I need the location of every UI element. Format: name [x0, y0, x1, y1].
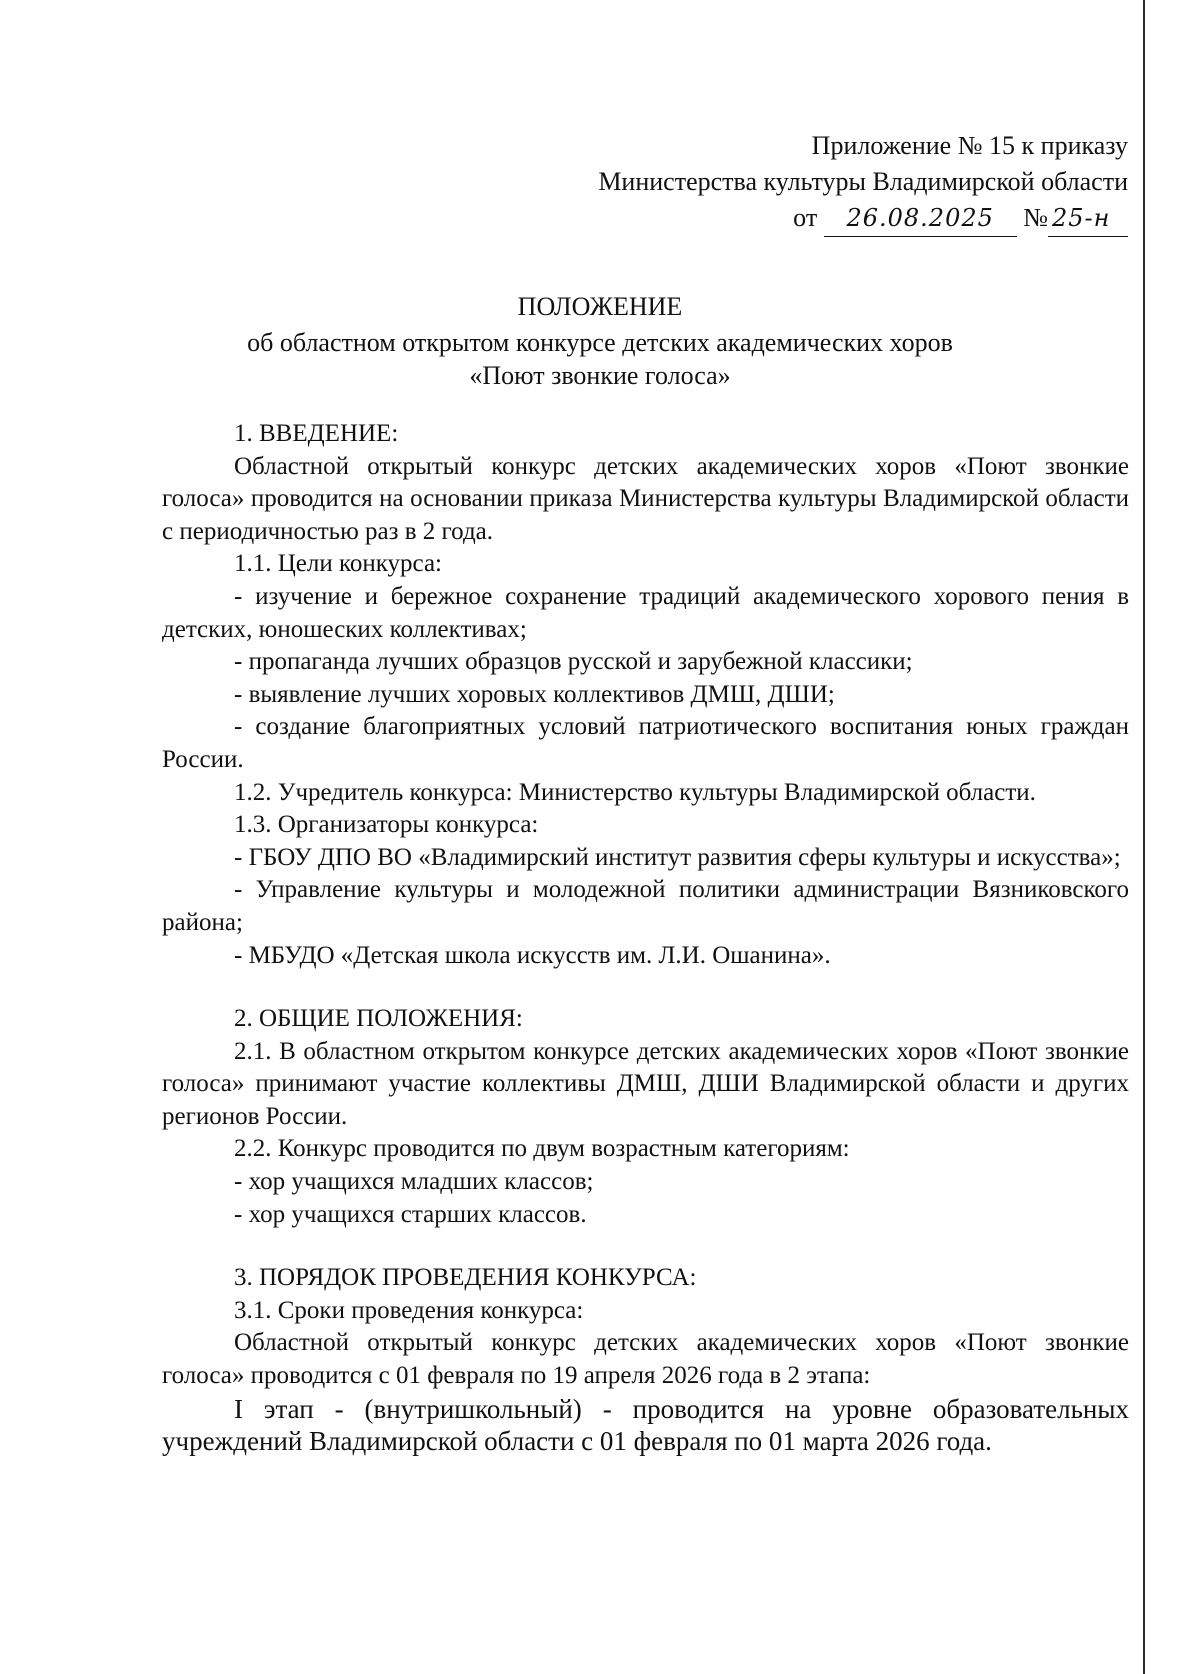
list-item: - МБУДО «Детская школа искусств им. Л.И. Ошанина».: [234, 941, 831, 969]
appendix-header: [598, 128, 1128, 237]
section-heading: 2. ОБЩИЕ ПОЛОЖЕНИЯ:: [234, 1005, 523, 1033]
document-body: [162, 418, 1129, 1458]
contest-name: «Поют звонкие голоса»: [469, 361, 731, 390]
from-label: от: [793, 203, 818, 232]
number-label: №: [1023, 203, 1048, 232]
document-subtitle: об областном открытом конкурсе детских академических хоров: [247, 328, 953, 357]
list-item: - Управление культуры и молодежной политики администрации Вязниковского района;: [162, 876, 1129, 936]
paragraph: Областной открытый конкурс детских академических хоров «Поют звонкие голоса» проводится с 01 февраля по 19 апреля 2026 года в 2 этапа:: [162, 1329, 1129, 1390]
paragraph: 2.2. Конкурс проводится по двум возрастным категориям:: [234, 1135, 850, 1163]
scan-edge-line: [1143, 0, 1145, 1674]
number-field: [1048, 200, 1128, 237]
paragraph: I этап - (внутришкольный) - проводится на уровне образовательных учреждений Владимирской области с 01 февраля по 01 марта 2026 года.: [162, 1393, 1129, 1457]
section-heading: 1. ВВЕДЕНИЕ:: [234, 420, 399, 447]
list-item: - ГБОУ ДПО ВО «Владимирский институт развития сферы культуры и искусства»;: [234, 843, 1121, 871]
list-item: - изучение и бережное сохранение традиций академического хорового пения в детских, юношеских коллективах;: [162, 582, 1129, 643]
section-heading: 3. ПОРЯДОК ПРОВЕДЕНИЯ КОНКУРСА:: [234, 1264, 697, 1292]
paragraph: 2.1. В областном открытом конкурсе детских академических хоров «Поют звонкие голоса» принимают участие коллективы ДМШ, ДШИ Владимирской области и других регионов России.: [162, 1037, 1129, 1130]
handwritten-number: 25-н: [1052, 204, 1111, 232]
appendix-line-2: Министерства культуры Владимирской области: [598, 167, 1128, 196]
handwritten-date: 26.08.2025: [846, 204, 994, 232]
appendix-line-3: [598, 200, 1128, 237]
appendix-line-1: Приложение № 15 к приказу: [811, 131, 1128, 160]
subsection-heading: 1.1. Цели конкурса:: [234, 550, 442, 578]
list-item: - пропаганда лучших образцов русской и зарубежной классики;: [234, 648, 913, 676]
list-item: - хор учащихся младших классов;: [234, 1168, 594, 1196]
paragraph: 1.2. Учредитель конкурса: Министерство культуры Владимирской области.: [234, 778, 1036, 806]
document-title: ПОЛОЖЕНИЕ: [517, 292, 683, 321]
subsection-heading: 3.1. Сроки проведения конкурса:: [234, 1296, 584, 1324]
subsection-heading: 1.3. Организаторы конкурса:: [234, 811, 539, 839]
list-item: - выявление лучших хоровых коллективов ДМШ, ДШИ;: [234, 680, 835, 708]
list-item: - создание благоприятных условий патриотического воспитания юных граждан России.: [162, 713, 1129, 773]
list-item: - хор учащихся старших классов.: [234, 1200, 587, 1228]
paragraph: Областной открытый конкурс детских академических хоров «Поют звонкие голоса» проводится на основании приказа Министерства культуры Владимирской области с периодичностью раз в 2 года.: [162, 452, 1129, 545]
date-field: [824, 200, 1017, 237]
